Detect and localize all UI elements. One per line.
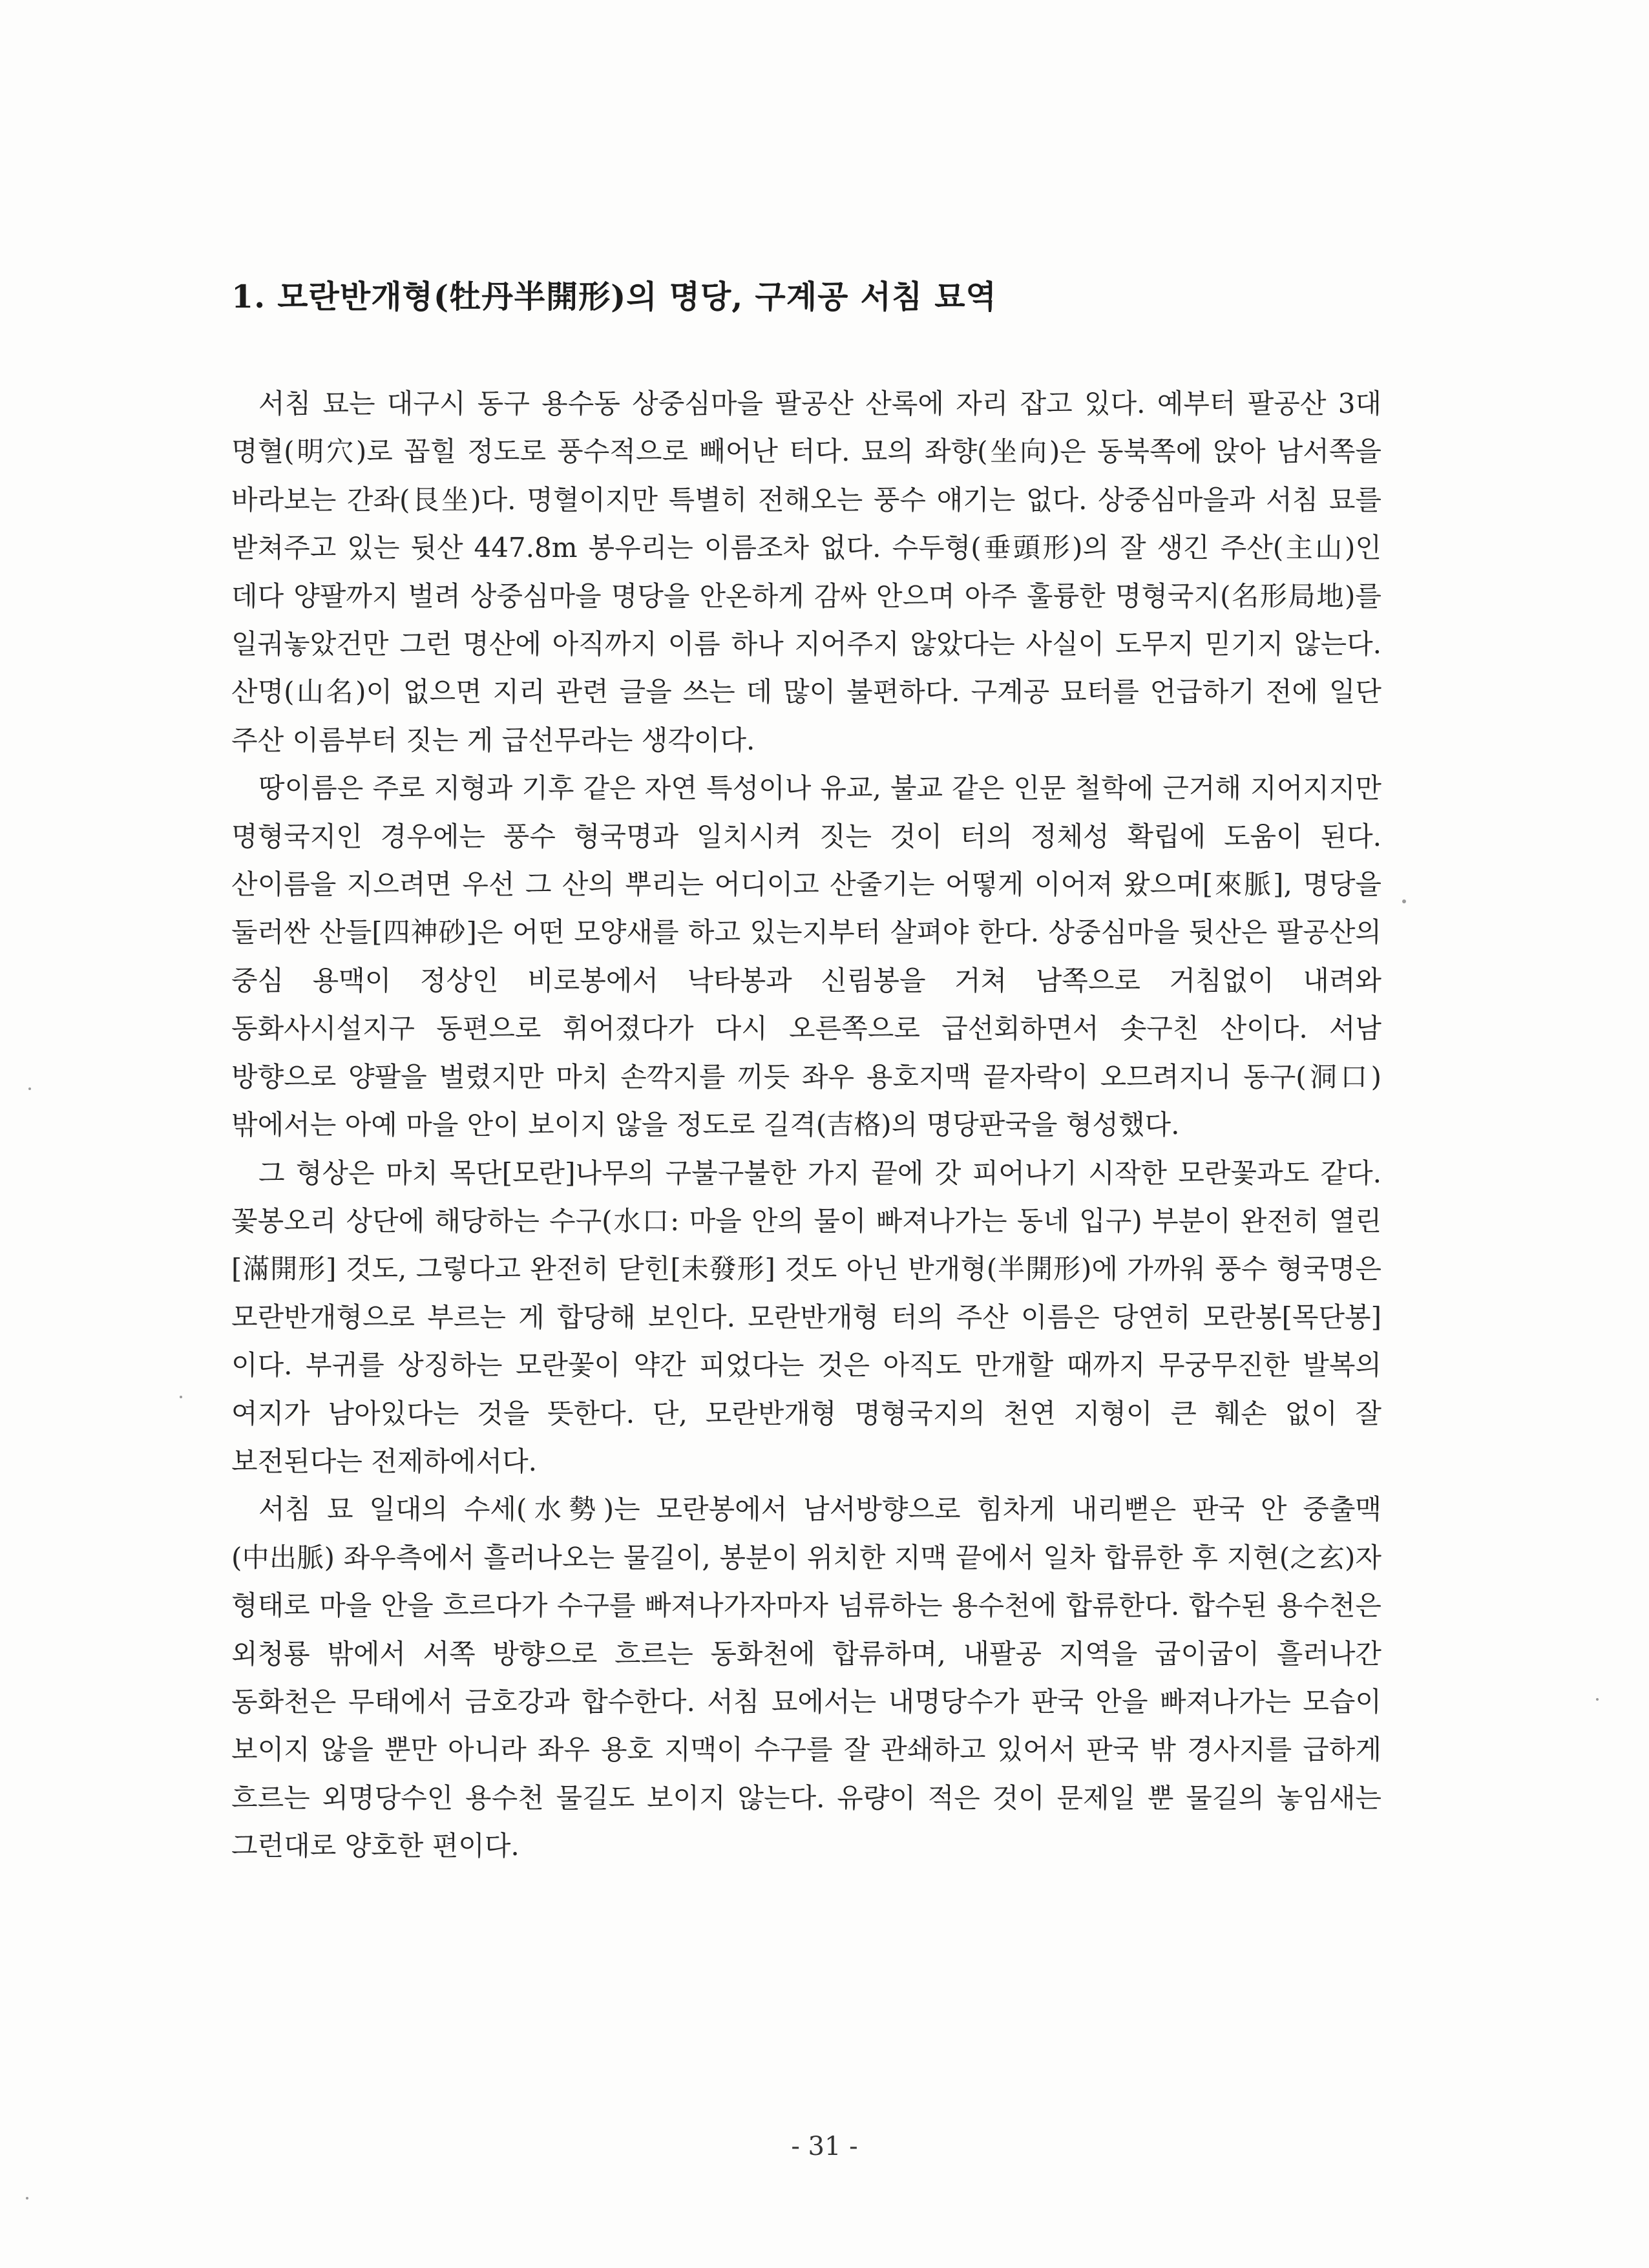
paragraph: 땅이름은 주로 지형과 기후 같은 자연 특성이나 유교, 불교 같은 인문 철학에 근거해 지어지지만 명형국지인 경우에는 풍수 형국명과 일치시켜 짓는 것이 터의 정체성 확립에 도움이 된다. 산이름을 지으려면 우선 그 산의 뿌리는 어디이고 산줄기는 어떻게 이어져 왔으며[來脈], 명당을 둘러싼 산들[四神砂]은 어떤 모양새를 하고 있는지부터 살펴야 한다. 상중심마을 뒷산은 팔공산의 중심 용맥이 정상인 비로봉에서 낙타봉과 신림봉을 거쳐 남쪽으로 거침없이 내려와 동화사시설지구 동편으로 휘어졌다가 다시 오른쪽으로 급선회하면서 솟구친 산이다. 서남 방향으로 양팔을 벌렸지만 마치 손깍지를 끼듯 좌우 용호지맥 끝자락이 오므려지니 동구(洞口) 밖에서는 아예 마을 안이 보이지 않을 정도로 길격(吉格)의 명당판국을 형성했다.	[231, 772, 1381, 1141]
document-body	[231, 258, 1381, 1871]
section-title: 1. 모란반개형(牡丹半開形)의 명당, 구계공 서침 묘역	[231, 278, 997, 315]
paragraph: 서침 묘 일대의 수세(水勢)는 모란봉에서 남서방향으로 힘차게 내리뻗은 판국 안 중출맥(中出脈) 좌우측에서 흘러나오는 물길이, 봉분이 위치한 지맥 끝에서 일차 합류한 후 지현(之玄)자 형태로 마을 안을 흐르다가 수구를 빠져나가자마자 넘류하는 용수천에 합류한다. 합수된 용수천은 외청룡 밖에서 서쪽 방향으로 흐르는 동화천에 합류하며, 내팔공 지역을 굽이굽이 흘러나간 동화천은 무태에서 금호강과 합수한다. 서침 묘에서는 내명당수가 판국 안을 빠져나가는 모습이 보이지 않을 뿐만 아니라 좌우 용호 지맥이 수구를 잘 관쇄하고 있어서 판국 밖 경사지를 급하게 흐르는 외명당수인 용수천 물길도 보이지 않는다. 유량이 적은 것이 문제일 뿐 물길의 놓임새는 그런대로 양호한 편이다.	[231, 1493, 1381, 1862]
paragraph: 서침 묘는 대구시 동구 용수동 상중심마을 팔공산 산록에 자리 잡고 있다. 예부터 팔공산 3대 명혈(明穴)로 꼽힐 정도로 풍수적으로 빼어난 터다. 묘의 좌향(坐向)은 동북쪽에 앉아 남서쪽을 바라보는 간좌(艮坐)다. 명혈이지만 특별히 전해오는 풍수 얘기는 없다. 상중심마을과 서침 묘를 받쳐주고 있는 뒷산 447.8m 봉우리는 이름조차 없다. 수두형(垂頭形)의 잘 생긴 주산(主山)인 데다 양팔까지 벌려 상중심마을 명당을 안온하게 감싸 안으며 아주 훌륭한 명형국지(名形局地)를 일궈놓았건만 그런 명산에 아직까지 이름 하나 지어주지 않았다는 사실이 도무지 믿기지 않는다. 산명(山名)이 없으면 지리 관련 글을 쓰는 데 많이 불편하다. 구계공 묘터를 언급하기 전에 일단 주산 이름부터 짓는 게 급선무라는 생각이다.	[231, 388, 1381, 756]
scan-speck	[1596, 1698, 1599, 1701]
scan-speck	[1402, 899, 1406, 903]
scan-speck	[28, 1087, 31, 1090]
scan-speck	[26, 2197, 28, 2200]
page-number: - 31 -	[791, 2132, 858, 2161]
scan-speck	[180, 1396, 182, 1398]
paragraph: 그 형상은 마치 목단[모란]나무의 구불구불한 가지 끝에 갓 피어나기 시작한 모란꽃과도 같다. 꽃봉오리 상단에 해당하는 수구(水口: 마을 안의 물이 빠져나가는 동네 입구) 부분이 완전히 열린[滿開形] 것도, 그렇다고 완전히 닫힌[未發形] 것도 아닌 반개형(半開形)에 가까워 풍수 형국명은 모란반개형으로 부르는 게 합당해 보인다. 모란반개형 터의 주산 이름은 당연히 모란봉[목단봉]이다. 부귀를 상징하는 모란꽃이 약간 피었다는 것은 아직도 만개할 때까지 무궁무진한 발복의 여지가 남아있다는 것을 뜻한다. 단, 모란반개형 명형국지의 천연 지형이 큰 훼손 없이 잘 보전된다는 전제하에서다.	[231, 1157, 1381, 1477]
